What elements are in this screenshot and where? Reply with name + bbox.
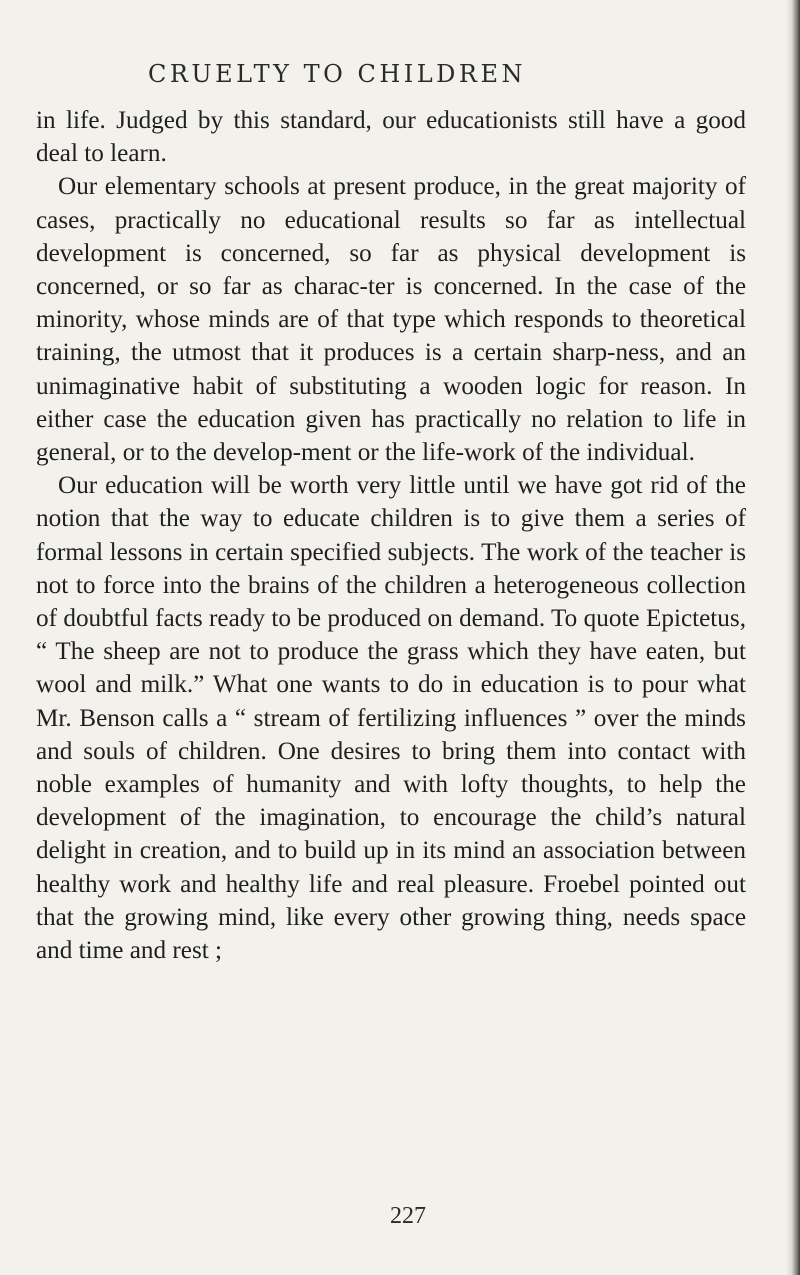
running-head: CRUELTY TO CHILDREN [148,60,526,88]
page-edge-shadow [786,0,800,1275]
page-number: 227 [390,1203,426,1229]
body-text [36,104,746,967]
paragraph-2: Our elementary schools at present produce, in the great majority of cases, practically no educational results so far as intellectual development is concerned, so far as physical development is concerned, or so far as charac-ter is concerned. In the case of the minority, whose minds are of that type which responds to theoretical training, the utmost that it produces is a certain sharp-ness, and an unimaginative habit of substituting a wooden logic for reason. In either case the education given has practically no relation to life in general, or to the develop-ment or the life-work of the individual. [36,173,746,467]
paragraph-3: Our education will be worth very little until we have got rid of the notion that the way to educate children is to give them a series of formal lessons in certain specified subjects. The work of the teacher is not to force into the brains of the children a heterogeneous collection of doubtful facts ready to be produced on demand. To quote Epictetus, “ The sheep are not to produce the grass which they have eaten, but wool and milk.” What one wants to do in education is to pour what Mr. Benson calls a “ stream of fertilizing influences ” over the minds and souls of children. One desires to bring them into contact with noble examples of humanity and with lofty thoughts, to help the development of the imagination, to encourage the child’s natural delight in creation, and to build up in its mind an association between healthy work and healthy life and real pleasure. Froebel pointed out that the growing mind, like every other growing thing, needs space and time and rest ; [36,472,746,965]
paragraph-1: in life. Judged by this standard, our educationists still have a good deal to learn. [36,107,746,168]
